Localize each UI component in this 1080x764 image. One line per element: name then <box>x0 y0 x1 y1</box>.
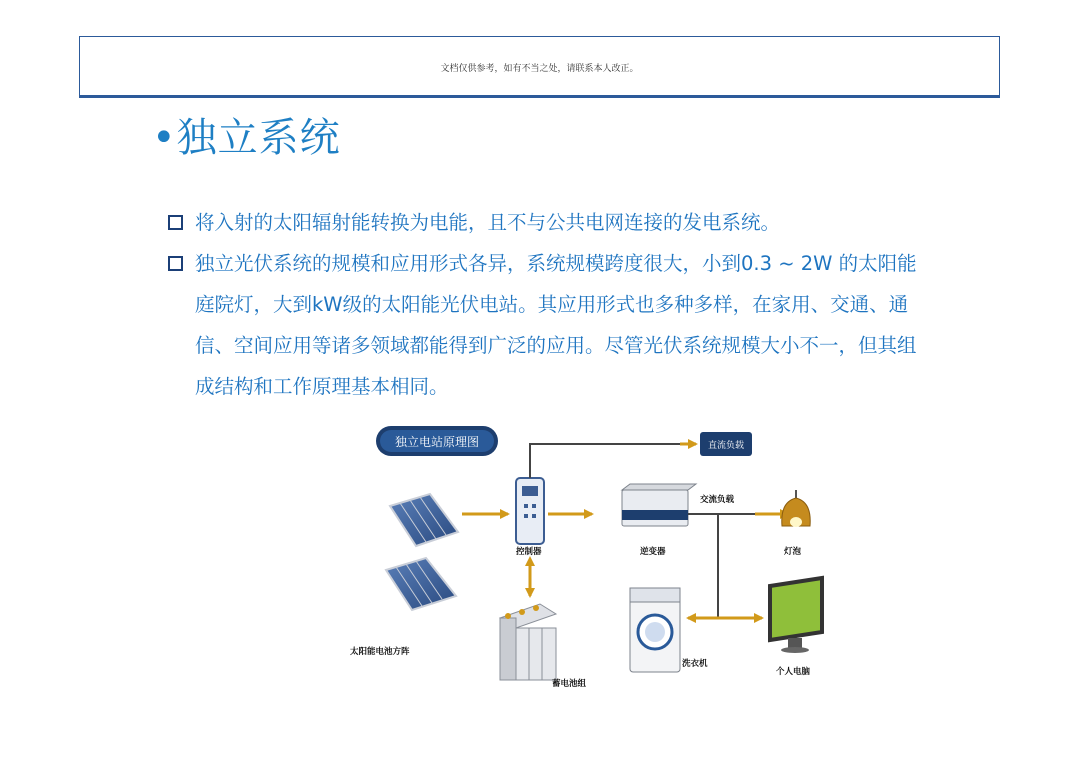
power-station-diagram <box>330 418 850 698</box>
square-bullet-icon <box>168 215 183 230</box>
header-box <box>79 36 1000 98</box>
controller-icon <box>516 478 544 544</box>
controller-label: 控制器 <box>516 547 542 557</box>
bullet-list <box>168 202 928 407</box>
dc-load-label: 直流负载 <box>707 441 745 451</box>
washer-icon <box>630 588 680 672</box>
bulb-label: 灯泡 <box>784 547 802 557</box>
monitor-icon <box>770 578 822 653</box>
bullet-item <box>168 243 928 407</box>
battery-label: 蓄电池组 <box>552 679 587 689</box>
diagram-title-badge <box>376 426 498 456</box>
inverter-icon <box>622 484 696 526</box>
solar-array-label: 太阳能电池方阵 <box>350 647 410 657</box>
dc-load-badge <box>700 432 752 456</box>
bullet-text: 将入射的太阳辐射能转换为电能，且不与公共电网连接的发电系统。 <box>195 211 781 234</box>
dc-line <box>530 444 686 478</box>
square-bullet-icon <box>168 256 183 271</box>
battery-icon <box>500 604 556 680</box>
inverter-label: 逆变器 <box>640 547 666 557</box>
slide-title: •独立系统 <box>152 115 341 161</box>
washer-label: 洗衣机 <box>682 659 708 669</box>
bullet-item <box>168 202 928 243</box>
pc-label: 个人电脑 <box>776 667 811 677</box>
bullet-text: 独立光伏系统的规模和应用形式各异，系统规模跨度很大，小到0.3 ~ 2W 的太阳能庭院灯，大到kW级的太阳能光伏电站。其应用形式也多种多样，在家用、交通、通信、空间应用等诸多领域都能得到广泛的应用。尽管光伏系统规模大小不一，但其组成结构和工作原理基本相同。 <box>195 252 917 398</box>
ac-load-label: 交流负载 <box>700 495 735 505</box>
header-note: 文档仅供参考，如有不当之处，请联系本人改正。 <box>440 64 639 74</box>
solar-panel-icon <box>386 494 458 610</box>
bulb-icon <box>782 490 810 527</box>
diagram-title: 独立电站原理图 <box>394 435 480 449</box>
